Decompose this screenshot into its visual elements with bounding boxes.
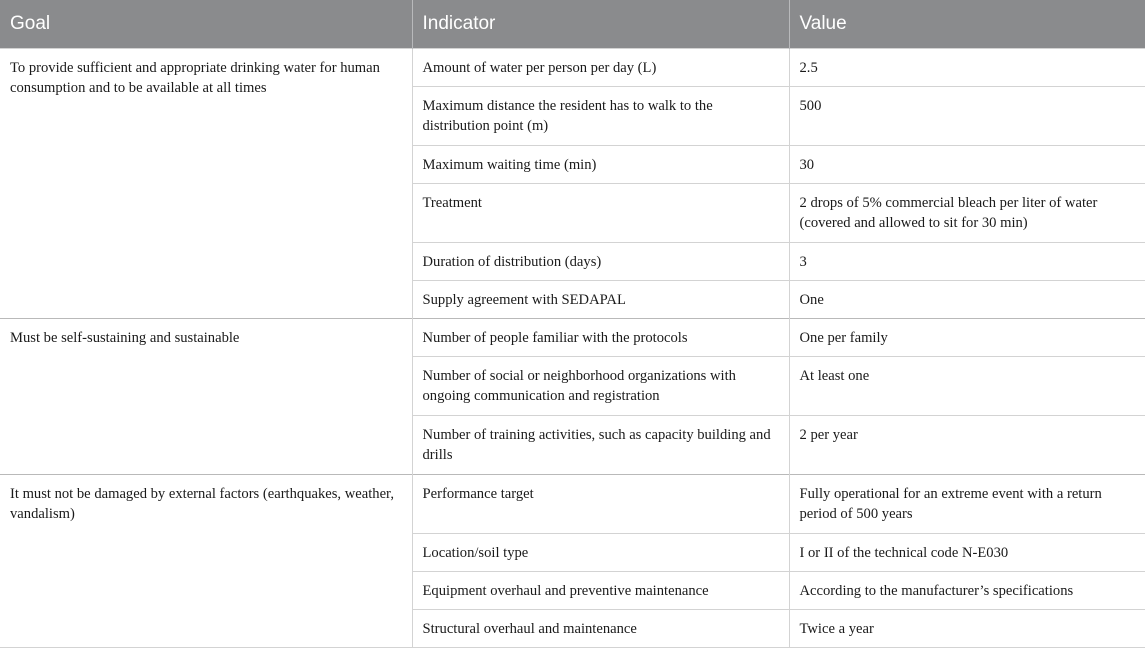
indicator-cell: Amount of water per person per day (L) [412, 48, 789, 86]
value-cell: Twice a year [789, 609, 1145, 647]
indicator-cell: Maximum waiting time (min) [412, 145, 789, 183]
indicator-cell: Performance target [412, 474, 789, 533]
value-cell: At least one [789, 356, 1145, 415]
value-cell: According to the manufacturer’s specifications [789, 571, 1145, 609]
indicator-cell: Maximum distance the resident has to walk to the distribution point (m) [412, 86, 789, 145]
indicator-cell: Treatment [412, 183, 789, 242]
value-cell: 2.5 [789, 48, 1145, 86]
value-cell: One [789, 280, 1145, 318]
table-row [0, 474, 1145, 533]
goal-cell: Must be self-sustaining and sustainable [0, 318, 412, 474]
header-indicator: Indicator [412, 0, 789, 48]
indicator-cell: Supply agreement with SEDAPAL [412, 280, 789, 318]
table-row [0, 318, 1145, 356]
indicator-cell: Equipment overhaul and preventive maintenance [412, 571, 789, 609]
value-cell: 2 per year [789, 415, 1145, 474]
indicator-cell: Location/soil type [412, 533, 789, 571]
goal-cell: It must not be damaged by external factors (earthquakes, weather, vandalism) [0, 474, 412, 647]
indicator-cell: Duration of distribution (days) [412, 242, 789, 280]
value-cell: 500 [789, 86, 1145, 145]
indicator-cell: Number of training activities, such as capacity building and drills [412, 415, 789, 474]
goal-cell: To provide sufficient and appropriate drinking water for human consumption and to be available at all times [0, 48, 412, 318]
indicator-cell: Number of people familiar with the protocols [412, 318, 789, 356]
indicator-cell: Number of social or neighborhood organizations with ongoing communication and registration [412, 356, 789, 415]
value-cell: I or II of the technical code N-E030 [789, 533, 1145, 571]
table-header-row [0, 0, 1145, 48]
value-cell: One per family [789, 318, 1145, 356]
indicator-cell: Structural overhaul and maintenance [412, 609, 789, 647]
table-row [0, 48, 1145, 86]
value-cell: 3 [789, 242, 1145, 280]
value-cell: Fully operational for an extreme event with a return period of 500 years [789, 474, 1145, 533]
header-value: Value [789, 0, 1145, 48]
header-goal: Goal [10, 12, 51, 34]
value-cell: 2 drops of 5% commercial bleach per liter of water (covered and allowed to sit for 30 min) [789, 183, 1145, 242]
value-cell: 30 [789, 145, 1145, 183]
